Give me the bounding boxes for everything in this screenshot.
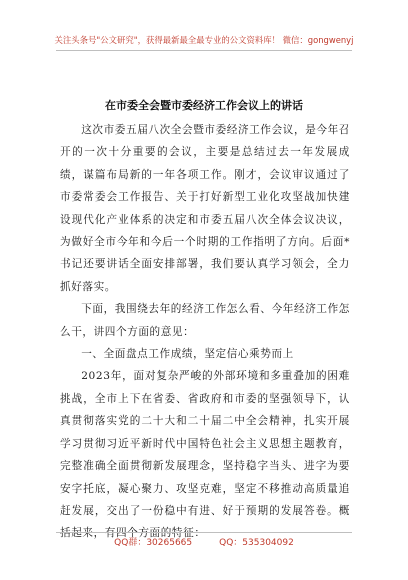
header-promo-note: 关注头条号"公文研究"，获得最新最全最专业的公文资料库！ 微信：gongwenyj	[54, 35, 354, 45]
document-title: 在市委全会暨市委经济工作会议上的讲话	[105, 99, 303, 112]
paragraph-intro: 下面，我围绕去年的经济工作怎么看、今年经济工作怎么干，讲四个方面的意见：	[60, 303, 350, 338]
footer-divider	[56, 532, 352, 533]
paragraph-2023-review: 2023年，面对复杂严峻的外部环境和多重叠加的困难挑战，全市上下在省委、省政府和市委的坚强领导下，认真贯彻落实党的二十大和二十届二中全会精神，扎实开展学习贯彻习近平新时代中国特色社会主义思想主题教育，完整准确全面贯彻新发展理念，坚持稳字当头、进字为要安字托底，凝心聚力、攻坚克难，坚定不移推动高质量追赶发展，交出了一份稳中有进、好于预期的发展答卷。概括起来，有四个方面的特征：	[60, 370, 350, 540]
footer-contact-note: QQ群：30265665 QQ：535304092	[114, 538, 294, 548]
header-divider	[56, 50, 352, 51]
paragraph-opening: 这次市委五届八次全会暨市委经济工作会议，是今年召开的一次十分重要的会议，主要是总结过去一年发展成绩，谋篇布局新的一年各项工作。刚才，会议审议通过了市委常委会工作报告、关于打好新型工业化攻坚战加快建设现代化产业体系的决定和市委五届八次全体会议决议，为做好全市今年和今后一个时期的工作指明了方向。后面*书记还要讲话全面安排部署，我们要认真学习领会，全力抓好落实。	[60, 124, 350, 293]
document-body	[60, 119, 350, 545]
section-heading-one: 一、全面盘点工作成绩，坚定信心乘势而上	[81, 348, 294, 361]
